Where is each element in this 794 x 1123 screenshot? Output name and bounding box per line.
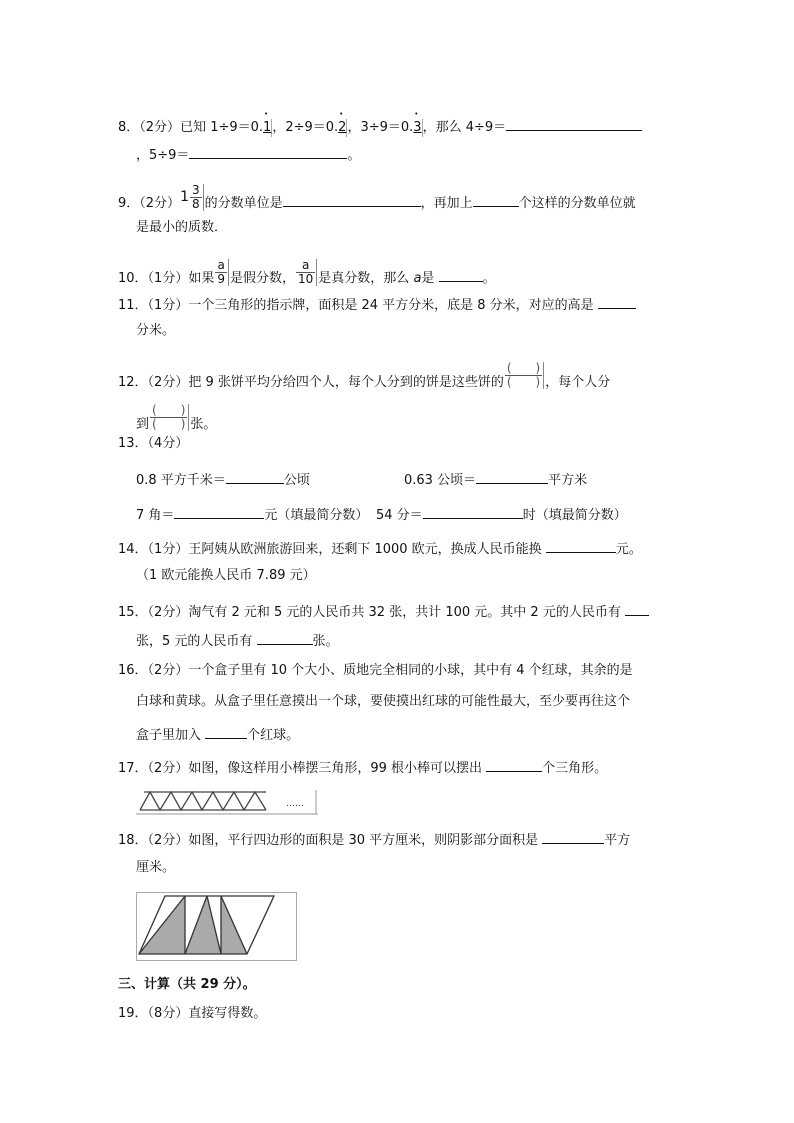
q-text: ，2÷9＝0. (272, 120, 339, 135)
answer-blank[interactable] (546, 538, 616, 553)
frac-num: 3 (191, 183, 200, 197)
question-17 (118, 757, 607, 778)
q-number: 14． (118, 542, 148, 557)
q-number: 17． (118, 761, 148, 776)
q-text: ，再加上 (420, 196, 473, 211)
question-14-note: （1 欧元能换人民币 7.89 元） (136, 568, 316, 583)
frac-den: ( ) (152, 417, 186, 431)
q-number: 8． (118, 120, 140, 135)
q-text: 平方米 (548, 473, 588, 488)
q-text: 如图，像这样用小棒摆三角形，99 根小棒可以摆出 (188, 761, 483, 776)
question-18-line2: 厘米。 (136, 860, 176, 875)
q-text: 是真分数，那么 (318, 271, 410, 286)
q-text: 一个三角形的指示牌，面积是 24 平方分米，底是 8 分米，对应的高是 (188, 298, 594, 313)
answer-blank[interactable] (542, 829, 604, 844)
answer-blank[interactable] (423, 504, 523, 519)
q-text: 一个盒子里有 10 个大小、质地完全相同的小球，其中有 4 个红球，其余的是 (188, 663, 633, 678)
q-score: （1分） (147, 298, 189, 313)
repeating-digit: • 1 (263, 119, 272, 137)
q13-item (404, 469, 587, 490)
parallelogram-figure (136, 892, 298, 962)
question-18 (118, 829, 630, 850)
q-text: 7 角＝ (136, 508, 175, 523)
question-10 (118, 258, 496, 292)
shaded-triangle (185, 896, 221, 954)
frac-den: 8 (191, 197, 200, 211)
answer-blank[interactable] (257, 630, 313, 645)
question-8 (118, 116, 642, 137)
answer-blank[interactable] (625, 601, 649, 616)
q-score: （8分） (147, 1006, 189, 1021)
q-text: 淘气有 2 元和 5 元的人民币共 32 张，共计 100 元。其中 2 元的人民币有 (188, 605, 621, 620)
answer-blank[interactable] (205, 724, 247, 739)
question-15 (118, 601, 649, 622)
q-text: 张。 (312, 634, 339, 649)
q-text: 个三角形。 (542, 761, 608, 776)
q-score: （1分） (147, 542, 189, 557)
q-number: 15． (118, 605, 148, 620)
q-number: 16． (118, 663, 148, 678)
q13-item (136, 469, 310, 490)
q-text: 0.8 平方千米＝ (136, 473, 226, 488)
q-text: 到 (136, 417, 150, 432)
question-16 (118, 662, 633, 680)
q-score: （2分） (147, 663, 189, 678)
answer-blank[interactable] (598, 294, 636, 309)
answer-blank[interactable] (506, 116, 642, 131)
q-text: 如果 (188, 271, 215, 286)
frac-num: a (215, 259, 227, 273)
q-text: 盒子里加入 (136, 728, 202, 743)
variable: a (413, 271, 422, 286)
q-text: 已知 1÷9＝0. (180, 120, 264, 135)
stick-triangles (140, 792, 266, 810)
q-text: 。 (482, 271, 496, 286)
frac-den: 10 (298, 272, 314, 286)
fraction (296, 259, 317, 286)
answer-blank[interactable] (226, 469, 284, 484)
q-score: （2分） (147, 375, 189, 390)
q-text: ，5÷9＝ (136, 148, 190, 163)
answer-blank[interactable] (439, 267, 483, 282)
q-number: 9． (118, 196, 140, 211)
blank-fraction[interactable] (150, 404, 189, 431)
q-text: 张，5 元的人民币有 (136, 634, 253, 649)
question-11 (118, 294, 636, 315)
q-text: 元。 (615, 542, 642, 557)
frac-whole: 1 (180, 189, 189, 205)
q-score: （2分） (147, 761, 189, 776)
q-score: （2分） (139, 196, 181, 211)
question-12-line2 (136, 403, 217, 438)
fraction (215, 259, 229, 286)
question-12 (118, 361, 611, 396)
q-text: 王阿姨从欧洲旅游回来，还剩下 1000 欧元，换成人民币能换 (188, 542, 542, 557)
answer-blank[interactable] (473, 192, 519, 207)
repeating-digit: • 3 (413, 119, 422, 137)
q-text: 元（填最简分数） (264, 508, 369, 523)
mixed-fraction (180, 184, 205, 211)
question-13 (118, 435, 188, 453)
question-15-line2 (136, 630, 339, 651)
question-9-line2: 是最小的质数． (136, 220, 228, 235)
q-text: ，那么 4÷9＝ (422, 120, 507, 135)
frac-num: ( ) (506, 361, 541, 375)
q-text: 0.63 公顷＝ (404, 473, 477, 488)
q-number: 11． (118, 298, 148, 313)
answer-blank[interactable] (486, 757, 542, 772)
q-text: 公顷 (283, 473, 310, 488)
q-number: 18． (118, 833, 148, 848)
answer-blank[interactable] (283, 192, 421, 207)
frac-den: ( ) (506, 375, 541, 389)
q-text: ，3÷9＝0. (347, 120, 414, 135)
q-text: 把 9 张饼平均分给四个人，每个人分到的饼是这些饼的 (188, 375, 504, 390)
q-text: 平方 (604, 833, 631, 848)
question-8-line2 (136, 144, 360, 165)
q-text: 直接写得数。 (188, 1006, 267, 1021)
q-text: 个红球。 (247, 728, 300, 743)
q-text: 如图，平行四边形的面积是 30 平方厘米，则阴影部分面积是 (188, 833, 539, 848)
question-9 (118, 183, 636, 217)
answer-blank[interactable] (476, 469, 548, 484)
q-text: ，每个人分 (545, 375, 611, 390)
repeating-digit: • 2 (338, 119, 347, 137)
q-score: （2分） (147, 833, 189, 848)
answer-blank[interactable] (189, 144, 347, 159)
q-text: 个这样的分数单位就 (518, 196, 636, 211)
q-score: （2分） (139, 120, 181, 135)
q-score: （2分） (147, 605, 189, 620)
q-text: 时（填最简分数） (522, 508, 627, 523)
frac-num: a (296, 259, 315, 273)
question-14 (118, 538, 642, 559)
q13-item (136, 504, 368, 525)
q13-item (376, 504, 627, 525)
q-text: 张。 (190, 417, 217, 432)
question-19 (118, 1005, 266, 1023)
blank-fraction[interactable] (505, 362, 544, 389)
q-text: 。 (347, 148, 361, 163)
question-16-line3 (136, 724, 299, 745)
q-text: 是假分数， (229, 271, 295, 286)
q-text: 的分数单位是 (204, 196, 283, 211)
q-score: （4分） (147, 436, 189, 451)
q-number: 12． (118, 375, 148, 390)
q-text: 54 分＝ (376, 508, 423, 523)
question-16-line2: 白球和黄球。从盒子里任意摸出一个球，要使摸出红球的可能性最大，至少要再往这个 (136, 694, 631, 709)
frac-den: 9 (217, 272, 225, 286)
q-score: （1分） (147, 271, 189, 286)
q-text: 是 (421, 271, 435, 286)
triangle-sticks-figure (136, 788, 318, 816)
q-number: 10． (118, 271, 148, 286)
q-number: 19． (118, 1006, 148, 1021)
ellipsis-dots: …… (286, 799, 304, 809)
question-11-line2: 分米。 (136, 323, 176, 338)
section-heading: 三、计算（共 29 分）。 (118, 977, 256, 992)
frac-num: ( ) (152, 403, 186, 417)
q-number: 13． (118, 436, 148, 451)
answer-blank[interactable] (174, 504, 264, 519)
